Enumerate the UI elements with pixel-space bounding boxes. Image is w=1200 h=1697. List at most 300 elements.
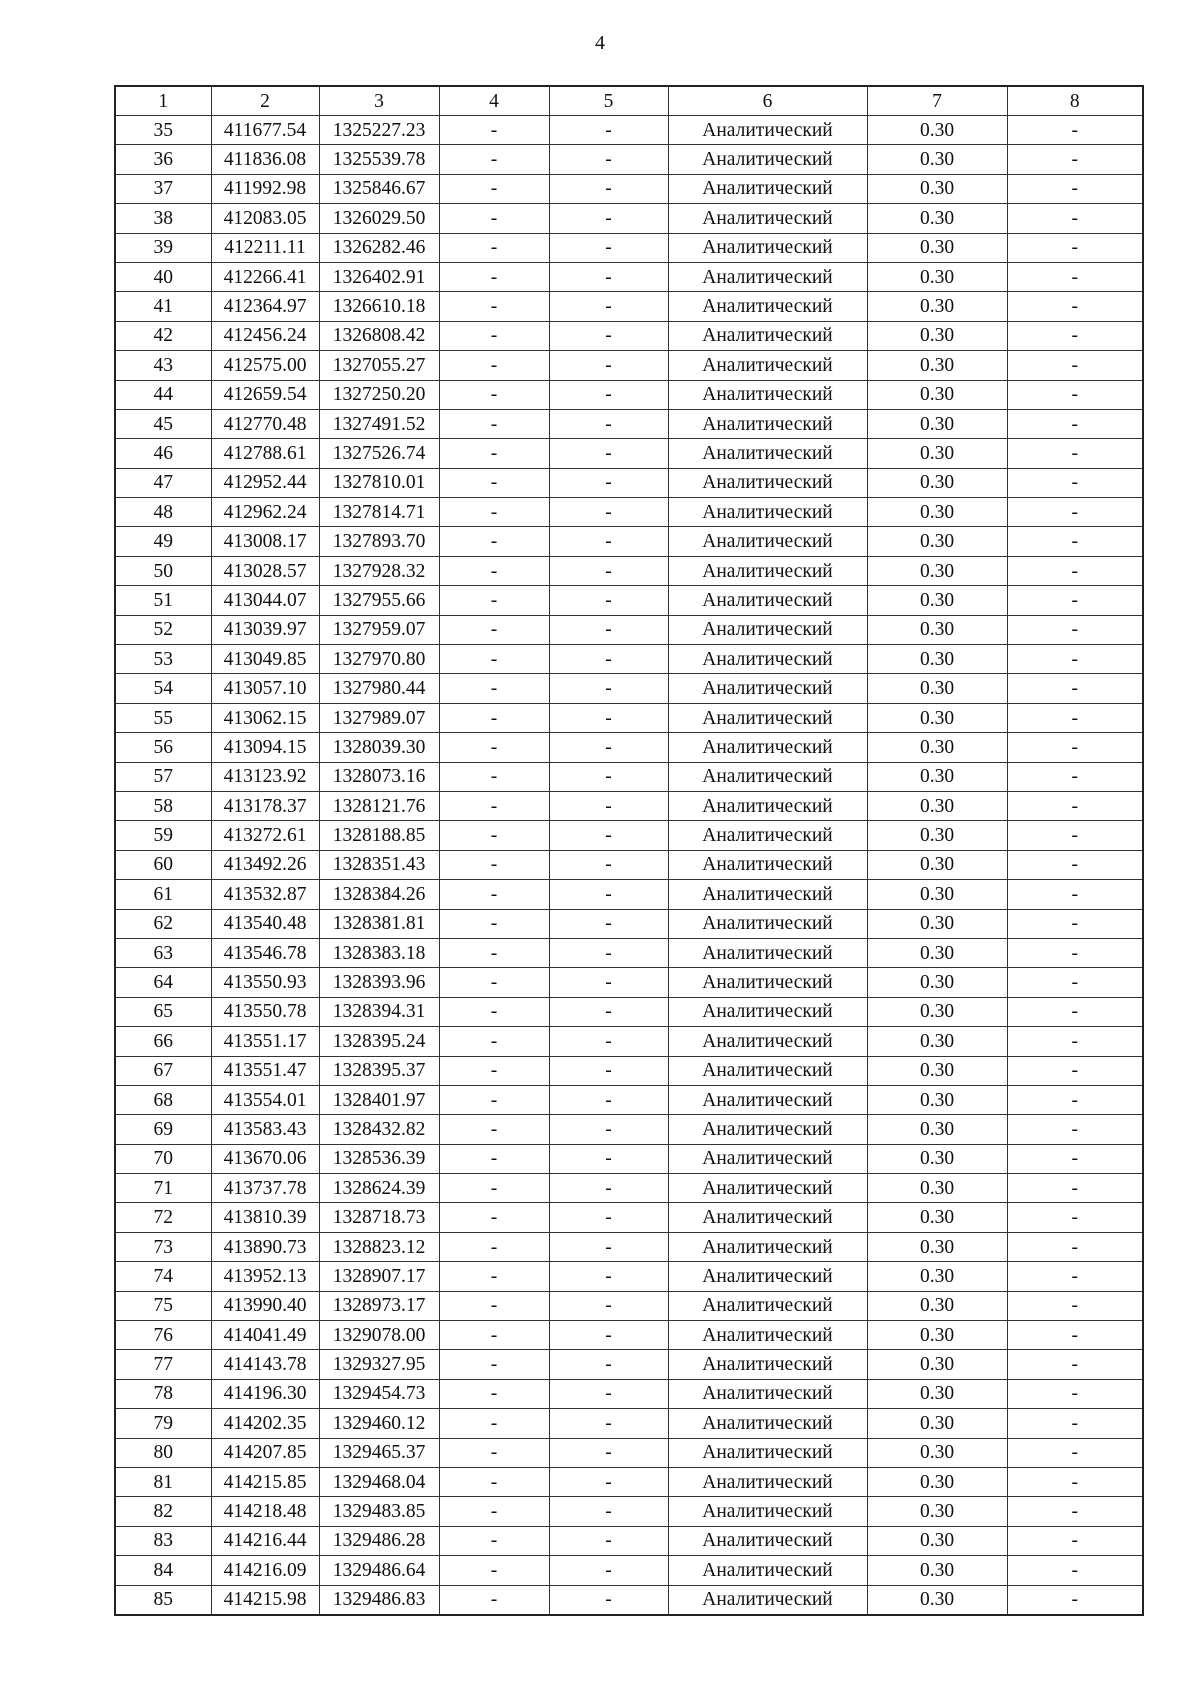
method-cell: Аналитический: [668, 645, 867, 674]
y-coordinate-cell: 1326402.91: [319, 262, 439, 291]
point-number-cell: 78: [115, 1379, 211, 1408]
table-row: [115, 674, 1143, 703]
accuracy-cell: 0.30: [867, 321, 1007, 350]
table-row: [115, 938, 1143, 967]
col8-cell: -: [1007, 1027, 1143, 1056]
col4-cell: -: [439, 1291, 549, 1320]
accuracy-cell: 0.30: [867, 968, 1007, 997]
x-coordinate-cell: 413810.39: [211, 1203, 319, 1232]
col5-cell: -: [549, 468, 668, 497]
point-number-cell: 61: [115, 880, 211, 909]
accuracy-cell: 0.30: [867, 468, 1007, 497]
table-row: [115, 1174, 1143, 1203]
point-number-cell: 72: [115, 1203, 211, 1232]
method-cell: Аналитический: [668, 1350, 867, 1379]
accuracy-cell: 0.30: [867, 997, 1007, 1026]
accuracy-cell: 0.30: [867, 262, 1007, 291]
accuracy-cell: 0.30: [867, 1144, 1007, 1173]
col8-cell: -: [1007, 1497, 1143, 1526]
x-coordinate-cell: 413039.97: [211, 615, 319, 644]
header-row: [115, 86, 1143, 116]
method-cell: Аналитический: [668, 527, 867, 556]
col8-cell: -: [1007, 468, 1143, 497]
x-coordinate-cell: 412952.44: [211, 468, 319, 497]
y-coordinate-cell: 1328073.16: [319, 762, 439, 791]
col8-cell: -: [1007, 380, 1143, 409]
method-cell: Аналитический: [668, 145, 867, 174]
point-number-cell: 52: [115, 615, 211, 644]
col5-cell: -: [549, 645, 668, 674]
point-number-cell: 57: [115, 762, 211, 791]
table-row: [115, 733, 1143, 762]
table-row: [115, 1115, 1143, 1144]
col5-cell: -: [549, 615, 668, 644]
accuracy-cell: 0.30: [867, 821, 1007, 850]
x-coordinate-cell: 412962.24: [211, 498, 319, 527]
y-coordinate-cell: 1329454.73: [319, 1379, 439, 1408]
col4-cell: -: [439, 498, 549, 527]
table-row: [115, 615, 1143, 644]
x-coordinate-cell: 414041.49: [211, 1321, 319, 1350]
col4-cell: -: [439, 997, 549, 1026]
point-number-cell: 64: [115, 968, 211, 997]
table-row: [115, 527, 1143, 556]
col8-cell: -: [1007, 674, 1143, 703]
y-coordinate-cell: 1329483.85: [319, 1497, 439, 1526]
col4-cell: -: [439, 1085, 549, 1114]
accuracy-cell: 0.30: [867, 204, 1007, 233]
accuracy-cell: 0.30: [867, 1027, 1007, 1056]
method-cell: Аналитический: [668, 997, 867, 1026]
col5-cell: -: [549, 821, 668, 850]
y-coordinate-cell: 1327955.66: [319, 586, 439, 615]
method-cell: Аналитический: [668, 1085, 867, 1114]
method-cell: Аналитический: [668, 1585, 867, 1615]
accuracy-cell: 0.30: [867, 938, 1007, 967]
table-row: [115, 409, 1143, 438]
col5-cell: -: [549, 498, 668, 527]
col4-cell: -: [439, 1027, 549, 1056]
x-coordinate-cell: 413272.61: [211, 821, 319, 850]
col5-cell: -: [549, 1115, 668, 1144]
col4-cell: -: [439, 762, 549, 791]
col8-cell: -: [1007, 321, 1143, 350]
col8-cell: -: [1007, 997, 1143, 1026]
method-cell: Аналитический: [668, 880, 867, 909]
col5-cell: -: [549, 674, 668, 703]
col8-cell: -: [1007, 1409, 1143, 1438]
col8-cell: -: [1007, 1203, 1143, 1232]
y-coordinate-cell: 1328401.97: [319, 1085, 439, 1114]
method-cell: Аналитический: [668, 1203, 867, 1232]
method-cell: Аналитический: [668, 938, 867, 967]
col5-cell: -: [549, 174, 668, 203]
accuracy-cell: 0.30: [867, 791, 1007, 820]
x-coordinate-cell: 412456.24: [211, 321, 319, 350]
x-coordinate-cell: 413028.57: [211, 556, 319, 585]
method-cell: Аналитический: [668, 909, 867, 938]
y-coordinate-cell: 1327491.52: [319, 409, 439, 438]
col5-cell: -: [549, 116, 668, 145]
y-coordinate-cell: 1329078.00: [319, 1321, 439, 1350]
col8-cell: -: [1007, 1174, 1143, 1203]
col5-cell: -: [549, 380, 668, 409]
col8-cell: -: [1007, 909, 1143, 938]
x-coordinate-cell: 413094.15: [211, 733, 319, 762]
y-coordinate-cell: 1328039.30: [319, 733, 439, 762]
method-cell: Аналитический: [668, 821, 867, 850]
col5-cell: -: [549, 850, 668, 879]
col5-cell: -: [549, 1174, 668, 1203]
col4-cell: -: [439, 1438, 549, 1467]
table-row: [115, 1467, 1143, 1496]
y-coordinate-cell: 1328823.12: [319, 1232, 439, 1261]
x-coordinate-cell: 411992.98: [211, 174, 319, 203]
table-row: [115, 1291, 1143, 1320]
col4-cell: -: [439, 850, 549, 879]
point-number-cell: 77: [115, 1350, 211, 1379]
method-cell: Аналитический: [668, 292, 867, 321]
method-cell: Аналитический: [668, 968, 867, 997]
accuracy-cell: 0.30: [867, 880, 1007, 909]
accuracy-cell: 0.30: [867, 1556, 1007, 1585]
table-header: [115, 86, 1143, 116]
method-cell: Аналитический: [668, 468, 867, 497]
y-coordinate-cell: 1328393.96: [319, 968, 439, 997]
column-header-2: 2: [211, 86, 319, 116]
y-coordinate-cell: 1327989.07: [319, 703, 439, 732]
table-row: [115, 1085, 1143, 1114]
x-coordinate-cell: 413990.40: [211, 1291, 319, 1320]
point-number-cell: 41: [115, 292, 211, 321]
col8-cell: -: [1007, 850, 1143, 879]
col8-cell: -: [1007, 292, 1143, 321]
col8-cell: -: [1007, 615, 1143, 644]
col4-cell: -: [439, 938, 549, 967]
y-coordinate-cell: 1329486.64: [319, 1556, 439, 1585]
y-coordinate-cell: 1327893.70: [319, 527, 439, 556]
col8-cell: -: [1007, 145, 1143, 174]
col8-cell: -: [1007, 762, 1143, 791]
y-coordinate-cell: 1328188.85: [319, 821, 439, 850]
x-coordinate-cell: 413062.15: [211, 703, 319, 732]
x-coordinate-cell: 414207.85: [211, 1438, 319, 1467]
x-coordinate-cell: 413546.78: [211, 938, 319, 967]
table-row: [115, 1526, 1143, 1555]
col8-cell: -: [1007, 821, 1143, 850]
col5-cell: -: [549, 733, 668, 762]
point-number-cell: 37: [115, 174, 211, 203]
point-number-cell: 45: [115, 409, 211, 438]
method-cell: Аналитический: [668, 703, 867, 732]
coordinates-table: [114, 85, 1144, 1616]
table-row: [115, 1321, 1143, 1350]
col4-cell: -: [439, 1174, 549, 1203]
col4-cell: -: [439, 703, 549, 732]
x-coordinate-cell: 413057.10: [211, 674, 319, 703]
y-coordinate-cell: 1328383.18: [319, 938, 439, 967]
col8-cell: -: [1007, 204, 1143, 233]
method-cell: Аналитический: [668, 380, 867, 409]
col8-cell: -: [1007, 1056, 1143, 1085]
method-cell: Аналитический: [668, 674, 867, 703]
x-coordinate-cell: 414215.98: [211, 1585, 319, 1615]
col4-cell: -: [439, 468, 549, 497]
method-cell: Аналитический: [668, 1056, 867, 1085]
col8-cell: -: [1007, 233, 1143, 262]
accuracy-cell: 0.30: [867, 292, 1007, 321]
col8-cell: -: [1007, 1085, 1143, 1114]
col8-cell: -: [1007, 1467, 1143, 1496]
accuracy-cell: 0.30: [867, 1350, 1007, 1379]
col8-cell: -: [1007, 409, 1143, 438]
accuracy-cell: 0.30: [867, 703, 1007, 732]
x-coordinate-cell: 412788.61: [211, 439, 319, 468]
col8-cell: -: [1007, 556, 1143, 585]
point-number-cell: 58: [115, 791, 211, 820]
column-header-7: 7: [867, 86, 1007, 116]
col5-cell: -: [549, 292, 668, 321]
col5-cell: -: [549, 1556, 668, 1585]
point-number-cell: 59: [115, 821, 211, 850]
col5-cell: -: [549, 1321, 668, 1350]
point-number-cell: 69: [115, 1115, 211, 1144]
x-coordinate-cell: 413583.43: [211, 1115, 319, 1144]
point-number-cell: 66: [115, 1027, 211, 1056]
col5-cell: -: [549, 791, 668, 820]
col5-cell: -: [549, 1232, 668, 1261]
accuracy-cell: 0.30: [867, 1291, 1007, 1320]
x-coordinate-cell: 413551.47: [211, 1056, 319, 1085]
y-coordinate-cell: 1327970.80: [319, 645, 439, 674]
table-row: [115, 116, 1143, 145]
method-cell: Аналитический: [668, 1115, 867, 1144]
method-cell: Аналитический: [668, 1027, 867, 1056]
col4-cell: -: [439, 586, 549, 615]
table-row: [115, 1497, 1143, 1526]
point-number-cell: 53: [115, 645, 211, 674]
col4-cell: -: [439, 1321, 549, 1350]
col5-cell: -: [549, 1467, 668, 1496]
method-cell: Аналитический: [668, 615, 867, 644]
col5-cell: -: [549, 233, 668, 262]
accuracy-cell: 0.30: [867, 174, 1007, 203]
accuracy-cell: 0.30: [867, 116, 1007, 145]
table-row: [115, 645, 1143, 674]
y-coordinate-cell: 1328907.17: [319, 1262, 439, 1291]
accuracy-cell: 0.30: [867, 674, 1007, 703]
accuracy-cell: 0.30: [867, 1467, 1007, 1496]
x-coordinate-cell: 412266.41: [211, 262, 319, 291]
method-cell: Аналитический: [668, 1409, 867, 1438]
y-coordinate-cell: 1325539.78: [319, 145, 439, 174]
table-row: [115, 791, 1143, 820]
accuracy-cell: 0.30: [867, 586, 1007, 615]
col4-cell: -: [439, 1350, 549, 1379]
col4-cell: -: [439, 791, 549, 820]
col4-cell: -: [439, 1556, 549, 1585]
accuracy-cell: 0.30: [867, 645, 1007, 674]
col4-cell: -: [439, 262, 549, 291]
accuracy-cell: 0.30: [867, 409, 1007, 438]
x-coordinate-cell: 413178.37: [211, 791, 319, 820]
col4-cell: -: [439, 1409, 549, 1438]
table-row: [115, 468, 1143, 497]
point-number-cell: 76: [115, 1321, 211, 1350]
point-number-cell: 73: [115, 1232, 211, 1261]
col4-cell: -: [439, 233, 549, 262]
col4-cell: -: [439, 615, 549, 644]
x-coordinate-cell: 411677.54: [211, 116, 319, 145]
table-row: [115, 351, 1143, 380]
table-row: [115, 968, 1143, 997]
col8-cell: -: [1007, 1585, 1143, 1615]
col5-cell: -: [549, 909, 668, 938]
col8-cell: -: [1007, 1321, 1143, 1350]
table-row: [115, 1056, 1143, 1085]
x-coordinate-cell: 414202.35: [211, 1409, 319, 1438]
col5-cell: -: [549, 997, 668, 1026]
table-row: [115, 821, 1143, 850]
point-number-cell: 68: [115, 1085, 211, 1114]
col8-cell: -: [1007, 1144, 1143, 1173]
col5-cell: -: [549, 1379, 668, 1408]
y-coordinate-cell: 1325227.23: [319, 116, 439, 145]
table-row: [115, 174, 1143, 203]
x-coordinate-cell: 413550.93: [211, 968, 319, 997]
y-coordinate-cell: 1329460.12: [319, 1409, 439, 1438]
col4-cell: -: [439, 1262, 549, 1291]
col5-cell: -: [549, 1438, 668, 1467]
col8-cell: -: [1007, 938, 1143, 967]
method-cell: Аналитический: [668, 1526, 867, 1555]
table-row: [115, 321, 1143, 350]
col4-cell: -: [439, 321, 549, 350]
y-coordinate-cell: 1328395.37: [319, 1056, 439, 1085]
col5-cell: -: [549, 703, 668, 732]
col5-cell: -: [549, 1056, 668, 1085]
col5-cell: -: [549, 1350, 668, 1379]
column-header-3: 3: [319, 86, 439, 116]
point-number-cell: 75: [115, 1291, 211, 1320]
col4-cell: -: [439, 351, 549, 380]
accuracy-cell: 0.30: [867, 145, 1007, 174]
method-cell: Аналитический: [668, 233, 867, 262]
point-number-cell: 63: [115, 938, 211, 967]
col5-cell: -: [549, 938, 668, 967]
point-number-cell: 40: [115, 262, 211, 291]
point-number-cell: 81: [115, 1467, 211, 1496]
x-coordinate-cell: 413532.87: [211, 880, 319, 909]
y-coordinate-cell: 1328381.81: [319, 909, 439, 938]
method-cell: Аналитический: [668, 556, 867, 585]
y-coordinate-cell: 1327526.74: [319, 439, 439, 468]
col4-cell: -: [439, 1379, 549, 1408]
col5-cell: -: [549, 1497, 668, 1526]
method-cell: Аналитический: [668, 1556, 867, 1585]
method-cell: Аналитический: [668, 1291, 867, 1320]
accuracy-cell: 0.30: [867, 233, 1007, 262]
table-row: [115, 1027, 1143, 1056]
col4-cell: -: [439, 409, 549, 438]
col5-cell: -: [549, 262, 668, 291]
accuracy-cell: 0.30: [867, 1409, 1007, 1438]
col4-cell: -: [439, 292, 549, 321]
x-coordinate-cell: 413551.17: [211, 1027, 319, 1056]
method-cell: Аналитический: [668, 439, 867, 468]
point-number-cell: 67: [115, 1056, 211, 1085]
table-row: [115, 762, 1143, 791]
point-number-cell: 62: [115, 909, 211, 938]
accuracy-cell: 0.30: [867, 1438, 1007, 1467]
table-row: [115, 380, 1143, 409]
col5-cell: -: [549, 556, 668, 585]
col8-cell: -: [1007, 1526, 1143, 1555]
table-row: [115, 880, 1143, 909]
y-coordinate-cell: 1327959.07: [319, 615, 439, 644]
x-coordinate-cell: 413890.73: [211, 1232, 319, 1261]
y-coordinate-cell: 1327928.32: [319, 556, 439, 585]
col8-cell: -: [1007, 733, 1143, 762]
col4-cell: -: [439, 821, 549, 850]
method-cell: Аналитический: [668, 321, 867, 350]
column-header-4: 4: [439, 86, 549, 116]
accuracy-cell: 0.30: [867, 1056, 1007, 1085]
accuracy-cell: 0.30: [867, 909, 1007, 938]
col8-cell: -: [1007, 1115, 1143, 1144]
y-coordinate-cell: 1328394.31: [319, 997, 439, 1026]
col5-cell: -: [549, 321, 668, 350]
table-row: [115, 262, 1143, 291]
col5-cell: -: [549, 880, 668, 909]
col4-cell: -: [439, 1056, 549, 1085]
col8-cell: -: [1007, 1232, 1143, 1261]
col4-cell: -: [439, 1467, 549, 1496]
method-cell: Аналитический: [668, 850, 867, 879]
table-row: [115, 1232, 1143, 1261]
y-coordinate-cell: 1328121.76: [319, 791, 439, 820]
col5-cell: -: [549, 1144, 668, 1173]
x-coordinate-cell: 414216.09: [211, 1556, 319, 1585]
point-number-cell: 85: [115, 1585, 211, 1615]
point-number-cell: 82: [115, 1497, 211, 1526]
accuracy-cell: 0.30: [867, 1085, 1007, 1114]
x-coordinate-cell: 413737.78: [211, 1174, 319, 1203]
point-number-cell: 44: [115, 380, 211, 409]
col4-cell: -: [439, 380, 549, 409]
y-coordinate-cell: 1326808.42: [319, 321, 439, 350]
x-coordinate-cell: 412083.05: [211, 204, 319, 233]
col8-cell: -: [1007, 703, 1143, 732]
method-cell: Аналитический: [668, 1379, 867, 1408]
col8-cell: -: [1007, 968, 1143, 997]
accuracy-cell: 0.30: [867, 762, 1007, 791]
col8-cell: -: [1007, 1350, 1143, 1379]
method-cell: Аналитический: [668, 733, 867, 762]
x-coordinate-cell: 412575.00: [211, 351, 319, 380]
col5-cell: -: [549, 527, 668, 556]
col4-cell: -: [439, 556, 549, 585]
col4-cell: -: [439, 880, 549, 909]
x-coordinate-cell: 413670.06: [211, 1144, 319, 1173]
table-row: [115, 145, 1143, 174]
method-cell: Аналитический: [668, 174, 867, 203]
method-cell: Аналитический: [668, 1467, 867, 1496]
accuracy-cell: 0.30: [867, 1203, 1007, 1232]
method-cell: Аналитический: [668, 1232, 867, 1261]
method-cell: Аналитический: [668, 262, 867, 291]
method-cell: Аналитический: [668, 791, 867, 820]
